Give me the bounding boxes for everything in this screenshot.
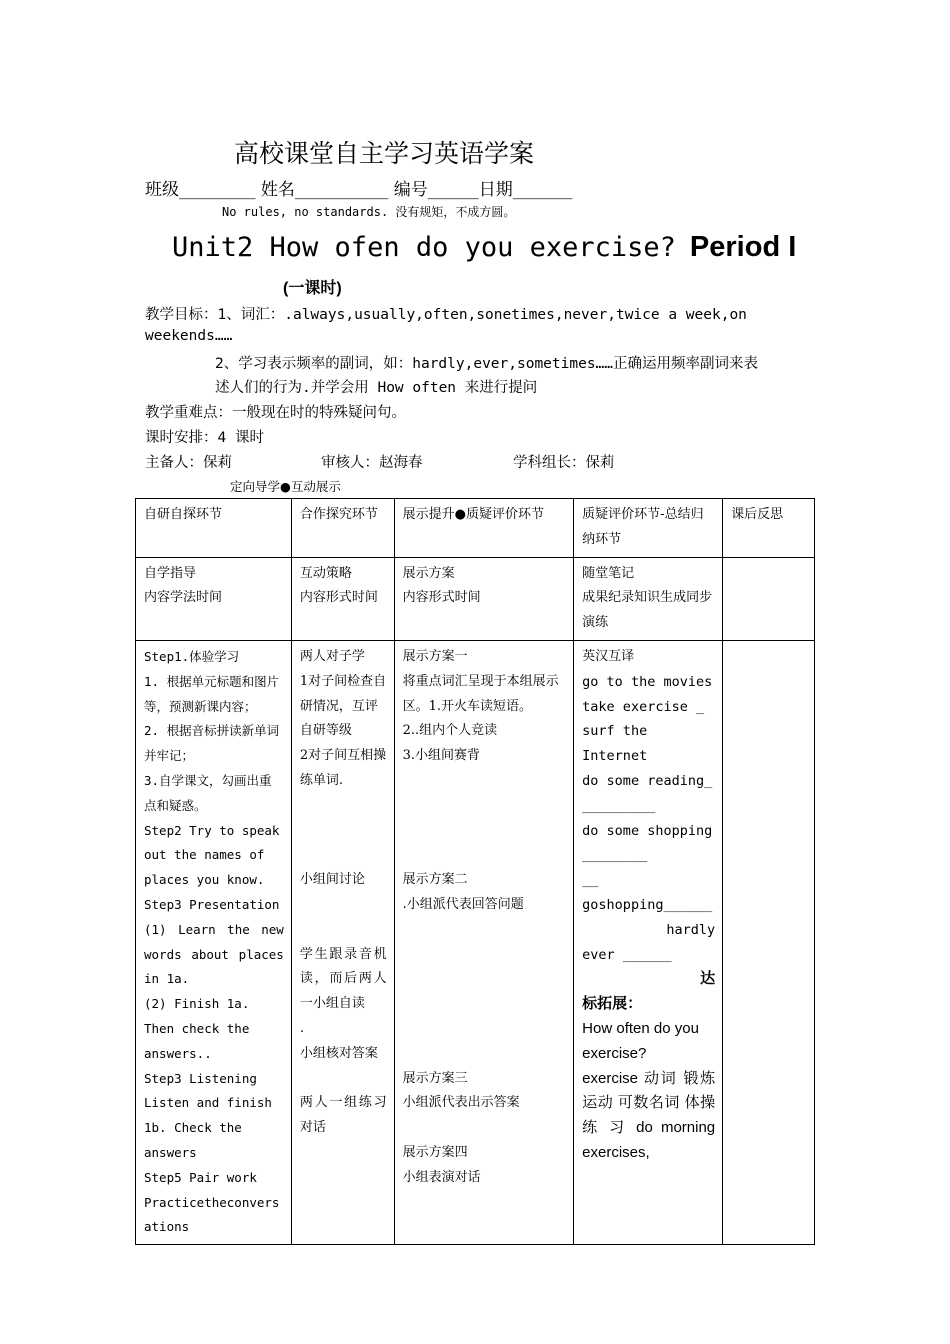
step5-task: Practicetheconversations [144,1194,280,1235]
coop-dot: . [299,1020,304,1036]
column-self-study [136,640,292,1244]
step1-item1: 1. 根据单元标题和图片等，预测新课内容； [144,673,280,714]
cell-notes [574,557,723,640]
extension-title: 标拓展： [582,995,643,1013]
header-summary: 质疑评价环节-总结归纳环节 [574,499,723,558]
column-cooperation [291,640,394,1244]
header-self-study: 自研自探环节 [136,499,292,558]
word-hardly: hardly [666,921,716,938]
spacer [403,967,567,992]
plan-title: 展示方案 [402,565,455,581]
lesson-count: (一课时) [283,280,342,297]
phrase-goshopping: goshopping______ [582,896,713,913]
phrase-blank: __ [582,872,599,889]
guide-sub: 内容学法时间 [144,590,223,606]
cell-strategy [291,557,394,640]
spacer [300,794,387,819]
coop-drill: 2对子间互相操练单词. [299,748,387,788]
spacer [403,918,567,943]
plan-sub: 内容形式时间 [402,590,481,606]
column-presentation [394,640,574,1244]
step1-item2: 2. 根据音标拼读新单词并牢记； [144,723,280,764]
coop-dialogue: 两人一组练习对话 [299,1095,387,1136]
plan-one-item3: 3.小组间赛背 [402,748,481,764]
step1-item3: 3.自学课文，勾画出重点和疑惑。 [144,772,272,813]
document-title: 高校课堂自主学习英语学案 [234,139,535,168]
header-presentation: 展示提升●质疑评价环节 [394,499,574,558]
spacer [403,1017,567,1042]
step3-item1: (1) Learn the new words about places in 1a. [144,921,284,987]
step3-item2: (2) Finish 1a. Then check the answers.. [144,996,250,1061]
goal-adverbs: 2、学习表示频率的副词，如：hardly,ever,sometimes……正确运用频率副词来表 [215,356,759,372]
phrase-shopping: do some shopping________ [582,822,713,864]
phrase-reading: do some reading__________ [582,772,713,814]
preparer: 主备人：保莉 [145,455,232,471]
exercise-note: exercise 动词 锻炼 运动 可数名词 体操 练 习 do morning exercises, [582,1069,716,1161]
coop-check: 1对子间检查自研情况，互评自研等级 [299,673,387,739]
coop-discuss: 小组间讨论 [299,872,365,888]
plan-one-detail: 将重点词汇呈现于本组展示区。1.开火车读短语。 [402,673,559,714]
cell-guide [136,557,292,640]
notes-title: 随堂笔记 [582,565,635,581]
lesson-plan-table [135,498,815,1245]
column-reflection [723,640,815,1244]
cell-reflection-empty [723,557,815,640]
plan-two: 展示方案二 [402,872,468,888]
spacer [403,819,567,844]
header-cooperation: 合作探究环节 [291,499,394,558]
goal-vocabulary-cont: weekends…… [145,328,233,344]
step2: Step2 Try to speak out the names of places you know. [144,822,280,888]
plan-one: 展示方案一 [402,648,468,664]
strategy-title: 互动策略 [299,565,352,581]
strategy-sub: 内容形式时间 [299,590,378,606]
reviewer: 审核人：赵海春 [321,455,423,471]
spacer [403,1042,567,1067]
step3-presentation: Step3 Presentation [144,896,280,912]
spacer [403,843,567,868]
subject-leader: 学科组长：保莉 [513,455,615,471]
question-how-often: How often do you exercise? [582,1019,699,1062]
table-header-row [136,499,815,558]
staff-line [145,451,615,472]
spacer [300,893,387,918]
step5: Step5 Pair work [144,1169,257,1185]
schedule: 课时安排：4 课时 [145,430,264,446]
step1: Step1.体验学习 [144,648,240,664]
spacer [300,843,387,868]
translate-title: 英汉互译 [582,648,635,664]
cell-plan [394,557,574,640]
listening-task: Listen and finish 1b. Check the answers [144,1095,272,1160]
table-subheader-row [136,557,815,640]
plan-one-item2: 2..组内个人竞读 [402,723,498,739]
table-caption: 定向导学●互动展示 [230,479,341,494]
goal-vocabulary: 教学目标：1、词汇：.always,usually,often,sonetimes,never,twice a week,on [145,307,747,323]
word-ever: ever ______ [582,946,672,963]
coop-answers: 小组核对答案 [299,1045,378,1061]
spacer [403,769,567,794]
phrase-movies: go to the movies [582,673,713,690]
extension-char: 达 [700,970,716,988]
plan-four-detail: 小组表演对话 [402,1169,481,1185]
plan-three: 展示方案三 [402,1070,468,1086]
table-content-row [136,640,815,1244]
phrase-exercise: take exercise _ [582,698,705,715]
spacer [403,1116,567,1141]
key-points: 教学重难点：一般现在时的特殊疑问句。 [145,405,406,421]
class-info-line: 班级_________ 姓名___________ 编号______日期_______ [145,180,573,200]
unit-title: Unit2 How ofen do you exercise? [172,232,676,263]
unit-heading [172,231,796,264]
step3-listening: Step3 Listening [144,1070,257,1086]
spacer [403,794,567,819]
plan-two-detail: .小组派代表回答问题 [402,896,524,912]
goal-adverbs-cont: 述人们的行为.并学会用 How often 来进行提问 [215,380,538,396]
coop-read: 学生跟录音机读，而后两人一小组自读 [299,946,387,1012]
plan-four: 展示方案四 [402,1144,468,1160]
spacer [300,1067,387,1092]
spacer [403,992,567,1017]
column-notes [574,640,723,1244]
notes-sub: 成果纪录知识生成同步演练 [582,590,713,631]
spacer [300,819,387,844]
period-label: Period I [689,231,797,263]
motto: No rules, no standards. 没有规矩，不成方圆。 [222,205,516,219]
spacer [300,918,387,943]
phrase-internet: surf the Internet [582,723,648,765]
coop-pairs: 两人对子学 [299,648,365,664]
spacer [403,943,567,968]
header-reflection: 课后反思 [723,499,815,558]
plan-three-detail: 小组派代表出示答案 [402,1095,520,1111]
guide-title: 自学指导 [144,565,197,581]
